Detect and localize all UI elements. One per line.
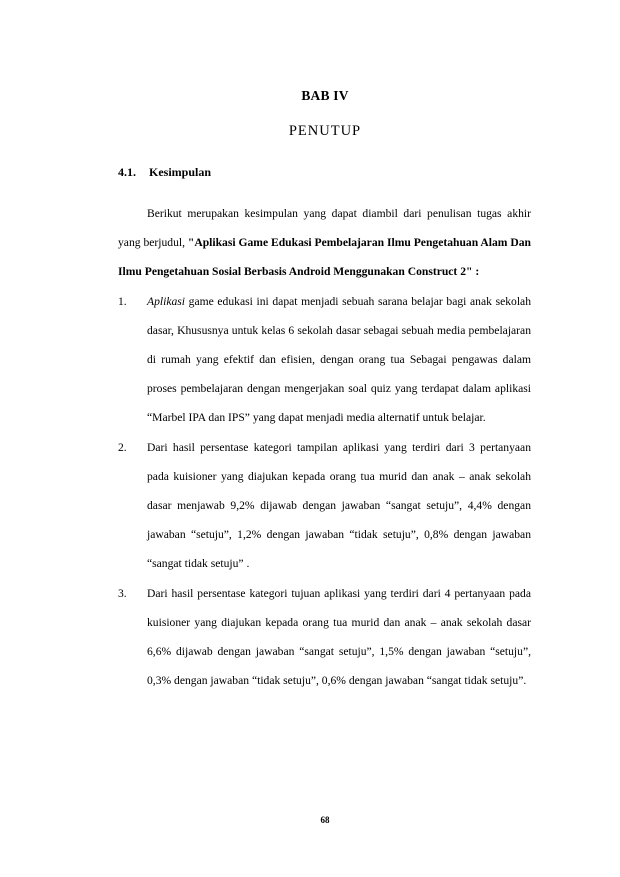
list-item-text: Dari hasil persentase kategori tujuan aplikasi yang terdiri dari 4 pertanyaan pada kuisioner yang diajukan kepada orang tua murid dan anak – anak sekolah dasar 6,6% dijawab dengan jawaban “sangat setuju”, 1,5% dengan jawaban “setuju”, 0,3% dengan jawaban “tidak setuju”, 0,6% dengan jawaban “sangat tidak setuju”.	[147, 586, 531, 688]
list-item-marker: 1.	[118, 294, 127, 308]
conclusion-list	[118, 287, 531, 696]
list-item-italic-lead: Aplikasi	[147, 294, 185, 308]
intro-lead: Berikut merupakan kesimpulan yang dapat diambil dari penulisan tugas akhir yang berjudul,	[118, 207, 531, 250]
list-item	[118, 433, 531, 579]
chapter-number: BAB IV	[301, 88, 349, 103]
list-item-text: Dari hasil persentase kategori tampilan aplikasi yang terdiri dari 3 pertanyaan pada kuisioner yang diajukan kepada orang tua murid dan anak – anak sekolah dasar menjawab 9,2% dijawab dengan jawaban “sangat setuju”, 4,4% dengan jawaban “setuju”, 1,2% dengan jawaban “tidak setuju”, 0,8% dengan jawaban “sangat tidak setuju” .	[147, 440, 531, 571]
section-title: Kesimpulan	[149, 165, 212, 179]
list-item-body: game edukasi ini dapat menjadi sebuah sarana belajar bagi anak sekolah dasar, Khususnya untuk kelas 6 sekolah dasar sebagai sebuah media pembelajaran di rumah yang efektif dan efisien, dengan orang tua Sebagai pengawas dalam proses pembelajaran dengan mengerjakan soal quiz yang terdapat dalam aplikasi “Marbel IPA dan IPS” yang dapat menjadi media alternatif untuk belajar.	[147, 294, 531, 425]
list-item-marker: 3.	[118, 586, 127, 600]
section-heading	[118, 165, 211, 180]
document-body	[118, 199, 531, 695]
intro-title: "Aplikasi Game Edukasi Pembelajaran Ilmu Pengetahuan Alam Dan Ilmu Pengetahuan Sosial Berbasis Android Menggunakan Construct 2" :	[118, 236, 531, 279]
chapter-title: PENUTUP	[288, 123, 362, 139]
section-number: 4.1.	[118, 165, 136, 179]
intro-paragraph	[118, 199, 531, 287]
page-number: 68	[320, 815, 330, 825]
list-item	[118, 579, 531, 696]
list-item-text	[147, 295, 531, 425]
list-item	[118, 287, 531, 433]
list-item-marker: 2.	[118, 440, 127, 454]
